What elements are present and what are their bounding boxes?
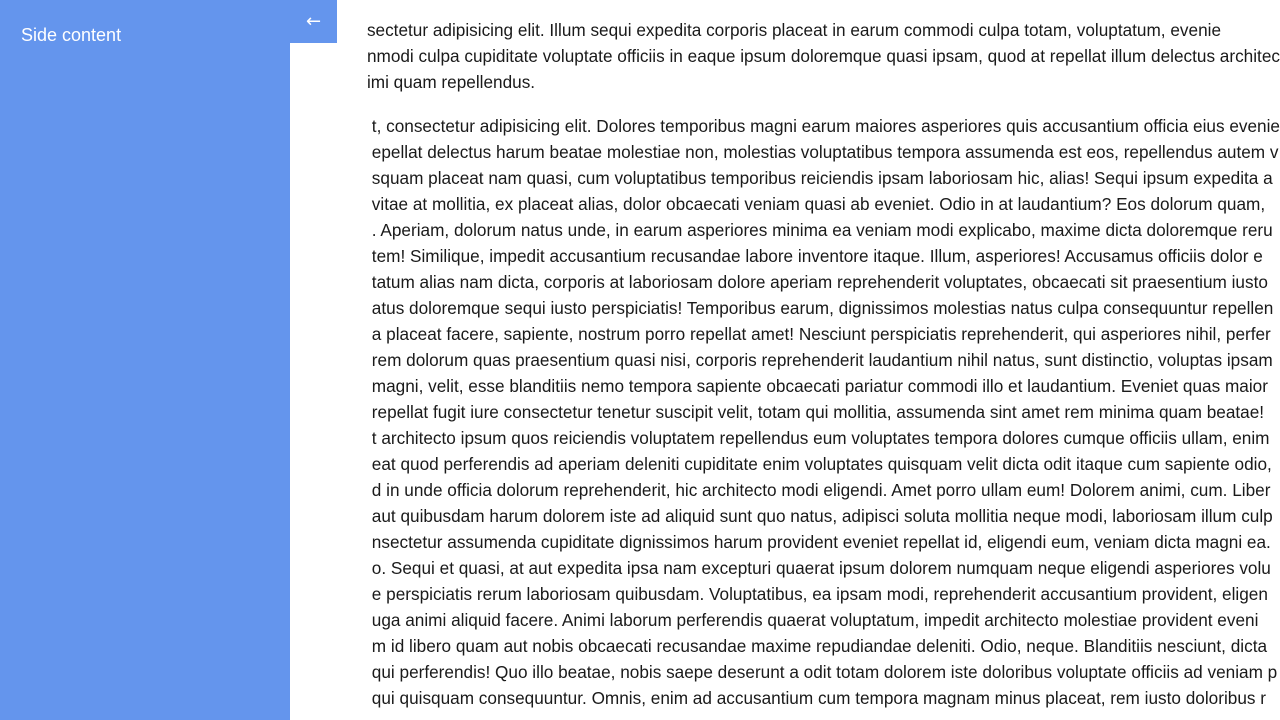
side-drawer bbox=[0, 0, 290, 720]
text-line: . Aperiam, dolorum natus unde, in earum asperiores minima ea veniam modi explicabo, maxime dicta doloremque reru bbox=[371, 220, 1273, 240]
text-line: t, consectetur adipisicing elit. Dolores temporibus magni earum maiores asperiores quis accusantium officia eius evenie bbox=[371, 116, 1280, 136]
text-line: aut quibusdam harum dolorem iste ad aliquid sunt quo natus, adipisci soluta mollitia neque modi, laboriosam illum culp bbox=[371, 506, 1273, 526]
text-line: repellat fugit iure consectetur tenetur suscipit velit, totam qui mollitia, assumenda sint amet rem minima quam beatae! bbox=[371, 402, 1265, 422]
paragraph-2 bbox=[372, 113, 1280, 711]
text-line: eat quod perferendis ad aperiam deleniti cupiditate enim voluptates quisquam velit dicta odit itaque cum sapiente odio, bbox=[371, 454, 1272, 474]
text-line: e perspiciatis rerum laboriosam quibusdam. Voluptatibus, ea ipsam modi, reprehenderit accusantium provident, eligen bbox=[371, 584, 1268, 604]
text-line: atus doloremque sequi iusto perspiciatis! Temporibus earum, dignissimos molestias natus culpa consequuntur repellen bbox=[371, 298, 1274, 318]
text-line: d in unde officia dolorum reprehenderit, hic architecto modi eligendi. Amet porro ullam eum! Dolorem animi, cum. Liber bbox=[371, 480, 1271, 500]
text-line: nmodi culpa cupiditate voluptate officiis in eaque ipsum doloremque quasi ipsam, quod at repellat illum delectus architec bbox=[366, 46, 1280, 66]
text-line: qui quisquam consequuntur. Omnis, enim ad accusantium cum tempora magnam minus placeat, rem iusto doloribus r bbox=[371, 688, 1266, 708]
text-line: uga animi aliquid facere. Animi laborum perferendis quaerat voluptatum, impedit architecto molestiae provident eveni bbox=[371, 610, 1259, 630]
paragraph-1 bbox=[367, 17, 1280, 95]
text-line: magni, velit, esse blanditiis nemo tempora sapiente obcaecati pariatur commodi illo et laudantium. Eveniet quas maior bbox=[371, 376, 1268, 396]
text-line: o. Sequi et quasi, at aut expedita ipsa nam excepturi quaerat ipsum dolorem numquam neque eligendi asperiores volu bbox=[371, 558, 1271, 578]
text-line: tatum alias nam dicta, corporis at laboriosam dolore aperiam reprehenderit voluptates, obcaecati sit praesentium iusto bbox=[371, 272, 1268, 292]
text-line: imi quam repellendus. bbox=[366, 72, 536, 92]
text-line: epellat delectus harum beatae molestiae non, molestias voluptatibus tempora assumenda est eos, repellendus autem v bbox=[371, 142, 1279, 162]
text-line: m id libero quam aut nobis obcaecati recusandae maxime repudiandae deleniti. Odio, neque. Blanditiis nesciunt, dicta bbox=[371, 636, 1268, 656]
text-line: a placeat facere, sapiente, nostrum porro repellat amet! Nesciunt perspiciatis reprehenderit, qui asperiores nihil, perfer bbox=[371, 324, 1271, 344]
text-line: tem! Similique, impedit accusantium recusandae labore inventore itaque. Illum, asperiores! Accusamus officiis dolor e bbox=[371, 246, 1263, 266]
close-drawer-button[interactable] bbox=[290, 0, 337, 43]
text-line: squam placeat nam quasi, cum voluptatibus temporibus reiciendis ipsam laboriosam hic, alias! Sequi ipsum expedita a bbox=[371, 168, 1273, 188]
drawer-title: Side content bbox=[21, 25, 122, 45]
text-line: t architecto ipsum quos reiciendis voluptatem repellendus eum voluptates tempora dolores cumque officiis ullam, enim bbox=[371, 428, 1270, 448]
text-line: sectetur adipisicing elit. Illum sequi expedita corporis placeat in earum commodi culpa totam, voluptatum, evenie bbox=[366, 20, 1222, 40]
text-line: nsectetur assumenda cupiditate dignissimos harum provident eveniet repellat id, eligendi eum, veniam dicta magni ea. bbox=[371, 532, 1271, 552]
text-line: vitae at mollitia, ex placeat alias, dolor obcaecati veniam quasi ab eveniet. Odio in at laudantium? Eos dolorum quam, bbox=[371, 194, 1266, 214]
text-line: qui perferendis! Quo illo beatae, nobis saepe deserunt a odit totam dolorem iste doloribus voluptate officiis ad veniam p bbox=[371, 662, 1278, 682]
text-line: rem dolorum quas praesentium quasi nisi, corporis reprehenderit laudantium nihil natus, sunt distinctio, voluptas ipsam bbox=[371, 350, 1273, 370]
arrow-left-icon: ← bbox=[305, 11, 322, 32]
